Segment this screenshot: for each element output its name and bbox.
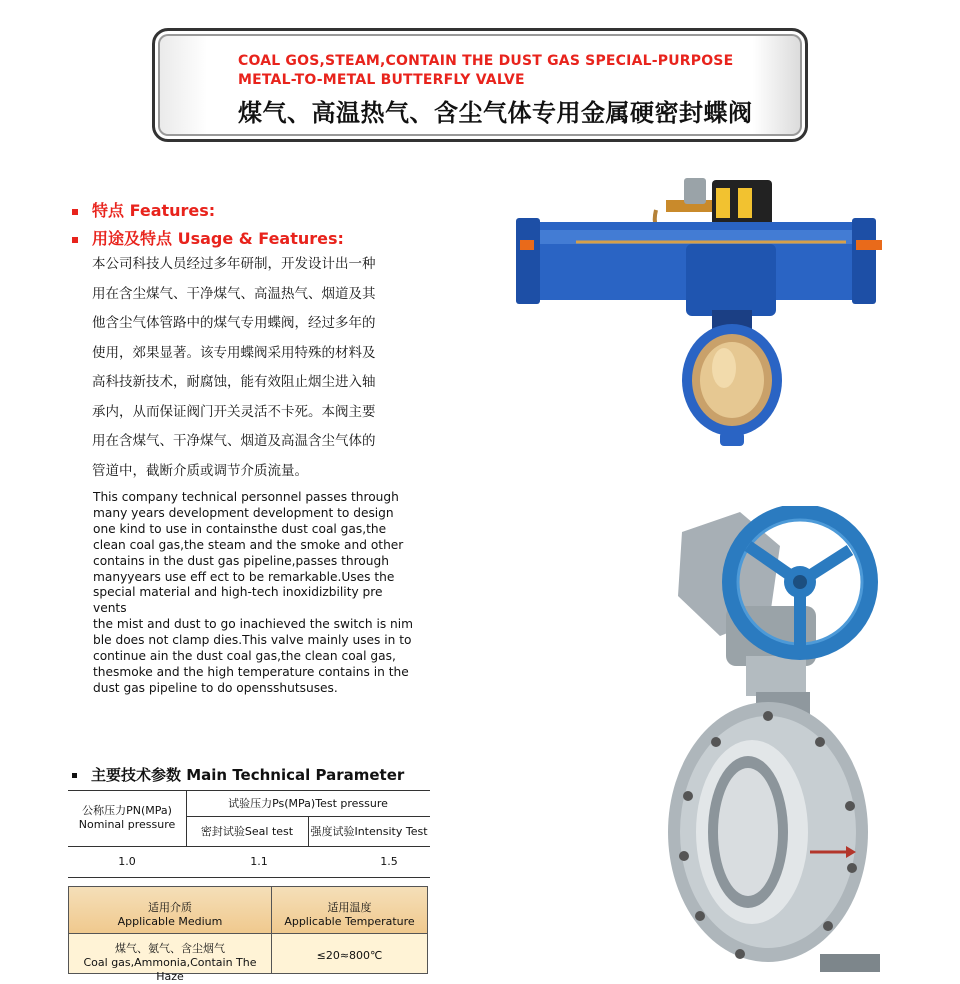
nominal-pressure-en: Nominal pressure bbox=[78, 818, 176, 831]
applicable-medium-en: Applicable Medium bbox=[117, 915, 223, 928]
bullet-square-icon bbox=[72, 237, 78, 243]
applicable-temperature-en: Applicable Temperature bbox=[284, 915, 415, 928]
bullet-square-icon bbox=[72, 773, 77, 778]
temperature-value: ≤20≈800℃ bbox=[316, 949, 383, 962]
chinese-description: 本公司科技人员经过多年研制，开发设计出一种 用在含尘煤气、干净煤气、高温热气、烟道及其 他含尘气体管路中的煤气专用蝶阀，经过多年的 使用，郊果显著。该专用蝶阀采用特殊的材料及 高科技新技术，耐腐蚀，能有效阻止烟尘进入轴 承内，从而保证阀门开关灵活不卡死。本阀主要 用在含煤气、干净煤气、烟道及高温含尘气体的 管道中，截断介质或调节介质流量。 bbox=[92, 256, 376, 479]
medium-value-en: Coal gas,Ammonia,Contain The Haze bbox=[83, 956, 257, 983]
pneumatic-actuator-valve-image bbox=[516, 170, 886, 470]
features-heading bbox=[72, 198, 215, 221]
intensity-test-header: 强度试验Intensity Test bbox=[310, 825, 428, 838]
applicable-medium-header bbox=[69, 901, 271, 929]
usage-heading bbox=[72, 226, 344, 249]
medium-temperature-table bbox=[68, 886, 428, 983]
english-description: This company technical personnel passes through many years development development to design one kind to use in containsthe dust coal gas,the clean coal gas,the steam and the smoke and other contains in the dust gas pipeline,passes through manyyears use eff ect to be remarkable.Uses the special material and high-tech inoxidizbility pre vents the mist and dust to go inachieved the switch is nim ble does not clamp dies.This valve mainly uses in to continue ain the dust coal gas,the clean coal gas, thesmoke and the high temperature contains in the dust gas pipeline to do opensshutsuses. bbox=[93, 490, 414, 695]
bullet-square-icon bbox=[72, 209, 78, 215]
seal-test-value: 1.1 bbox=[250, 855, 268, 868]
features-heading-text: 特点 Features: bbox=[92, 201, 216, 220]
applicable-medium-cn: 适用介质 bbox=[148, 901, 192, 914]
banner-en-line1: COAL GOS,STEAM,CONTAIN THE DUST GAS SPECIAL-PURPOSE bbox=[238, 53, 734, 69]
seal-test-header: 密封试验Seal test bbox=[200, 825, 294, 838]
nominal-pressure-value: 1.0 bbox=[118, 855, 136, 868]
handwheel-gear-valve-image bbox=[660, 506, 920, 974]
applicable-temperature-cn: 适用温度 bbox=[327, 901, 372, 914]
banner-en-line2: METAL-TO-METAL BUTTERFLY VALVE bbox=[238, 72, 525, 88]
test-pressure-header: 试验压力Ps(MPa)Test pressure bbox=[228, 797, 388, 810]
technical-parameter-heading-text: 主要技术参数 Main Technical Parameter bbox=[91, 766, 405, 784]
usage-heading-text: 用途及特点 Usage & Features: bbox=[92, 229, 344, 248]
applicable-temperature-header bbox=[272, 901, 427, 929]
test-pressure-table bbox=[68, 790, 430, 878]
nominal-pressure-header bbox=[68, 804, 186, 832]
medium-value-cn: 煤气、氨气、含尘烟气 bbox=[115, 942, 225, 955]
technical-parameter-heading bbox=[72, 764, 404, 785]
banner-english-title bbox=[238, 52, 733, 90]
intensity-test-value: 1.5 bbox=[380, 855, 398, 868]
nominal-pressure-cn: 公称压力PN(MPa) bbox=[82, 804, 172, 817]
banner-chinese-title: 煤气、高温热气、含尘气体专用金属硬密封蝶阀 bbox=[238, 99, 753, 127]
